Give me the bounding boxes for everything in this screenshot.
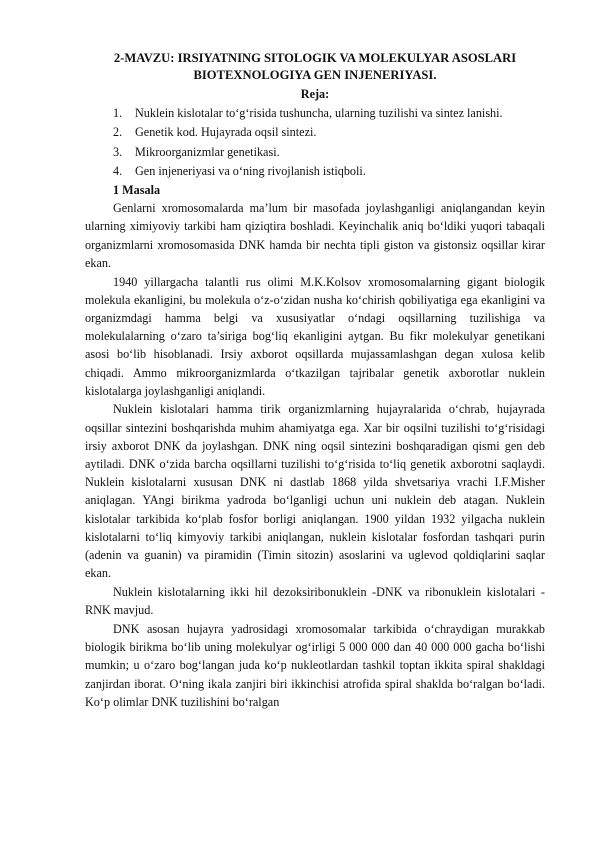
plan-item xyxy=(85,104,545,122)
title-line-2: BIOTEXNOLOGIYA GEN INJENERIYASI. xyxy=(193,68,437,82)
plan-item-number: 3. xyxy=(113,144,123,159)
plan-item xyxy=(85,143,545,161)
document-page xyxy=(85,50,545,711)
paragraph: 1940 yillargacha talantli rus olimi M.K.Kolsov xromosomalarning gigant biologik molekula ekanligini, bu molekula o‘z-o‘zidan nusha ko‘chirish qobiliyatiga ega ekanligini va organizmdagi hamma belgi va xususiyatlar o‘ndagi oqsillarning tuzilishiga va molekulalarning o‘zaro ta’siriga bog‘liq ekanligini aytgan. Bu fikr molekulyar genetikani asosi bo‘lib hisoblanadi. Irsiy axborot oqsillarda mujassamlashgan degan xulosa kelib chiqadi. Ammo mikroorganizmlarda o‘tkazilgan tajribalar genetik axborotlar nuklein kislotalarga joylashganligi aniqlandi. xyxy=(85,274,545,398)
plan-item-number: 2. xyxy=(113,125,123,140)
plan-item-text: Nuklein kislotalar to‘g‘risida tushuncha, ularning tuzilishi va sintez lanishi. xyxy=(135,106,503,121)
plan-item xyxy=(85,162,545,180)
plan-item-text: Mikroorganizmlar genetikasi. xyxy=(135,144,280,159)
paragraph: Nuklein kislotalarning ikki hil dezoksiribonuklein -DNK va ribonuklein kislotalari -RNK mavjud. xyxy=(85,584,545,618)
paragraph: DNK asosan hujayra yadrosidagi xromosomalar tarkibida o‘chraydigan murakkab biologik birikma bo‘lib uning molekulyar og‘irligi 5 000 000 dan 40 000 000 gacha bo‘lishi mumkin; u o‘zaro bog‘langan juda ko‘p nukleotlardan tashkil toptan ikkita spiral shakldagi zanjirdan iborat. O‘ning ikala zanjiri biri ikkinchisi atrofida spiral shaklda bo‘ralgan bo‘ladi. Ko‘p olimlar DNK tuzilishini bo‘ralgan xyxy=(85,621,545,709)
plan-item xyxy=(85,123,545,141)
paragraph: Nuklein kislotalari hamma tirik organizmlarning hujayralarida o‘chrab, hujayrada oqsillar sintezini boshqarishda muhim ahamiyatga ega. Xar bir oqsilni tuzilishi to‘g‘risidagi irsiy axborot DNK da joylashgan. DNK ning oqsil sintezini boshqaradigan qismi gen deb aytiladi. DNK o‘zida barcha oqsillarni tuzilishi to‘g‘risida to‘liq genetik axborotni saqlaydi. Nuklein kislotalarni xususan DNK ni dastlab 1868 yilda shvetsariya vrachi I.F.Misher aniqlagan. YAngi birikma yadroda bo‘lganligi uchun uni nuklein deb atagan. Nuklein kislotalar tarkibida ko‘plab fosfor borligi aniqlangan. 1900 yildan 1932 yilgacha nuklein kislotalarni to‘liq kimyoviy tarkibi aniqlangan, nuklein kislotalar fosfordan tashqari purin (adenin va guanin) va piramidin (Timin sitozin) asoslarini va uglevod qoldiqlarini saqlar ekan. xyxy=(85,402,545,581)
section-heading: 1 Masala xyxy=(113,183,161,198)
plan-item-text: Genetik kod. Hujayrada oqsil sintezi. xyxy=(135,125,317,140)
plan-item-text: Gen injeneriyasi va o‘ning rivojlanish istiqboli. xyxy=(135,163,366,178)
plan-heading: Reja: xyxy=(300,87,330,101)
title-line-1: 2-MAVZU: IRSIYATNING SITOLOGIK VA MOLEKULYAR ASOSLARI xyxy=(113,51,517,65)
plan-list xyxy=(85,104,545,180)
document-title xyxy=(85,50,545,84)
paragraph: Genlarni xromosomalarda ma’lum bir masofada joylashganligi aniqlangandan keyin ularning ximiyoviy tarkibi ham qiziqtira boshladi. Keyinchalik aniq bo‘ldiki yuqori tabaqali organizmlarni xromosomasida DNK hamda bir nechta tipli giston va gistonsiz oqsillar kirar ekan. xyxy=(85,201,545,270)
plan-item-number: 1. xyxy=(113,106,123,121)
plan-item-number: 4. xyxy=(113,163,123,178)
